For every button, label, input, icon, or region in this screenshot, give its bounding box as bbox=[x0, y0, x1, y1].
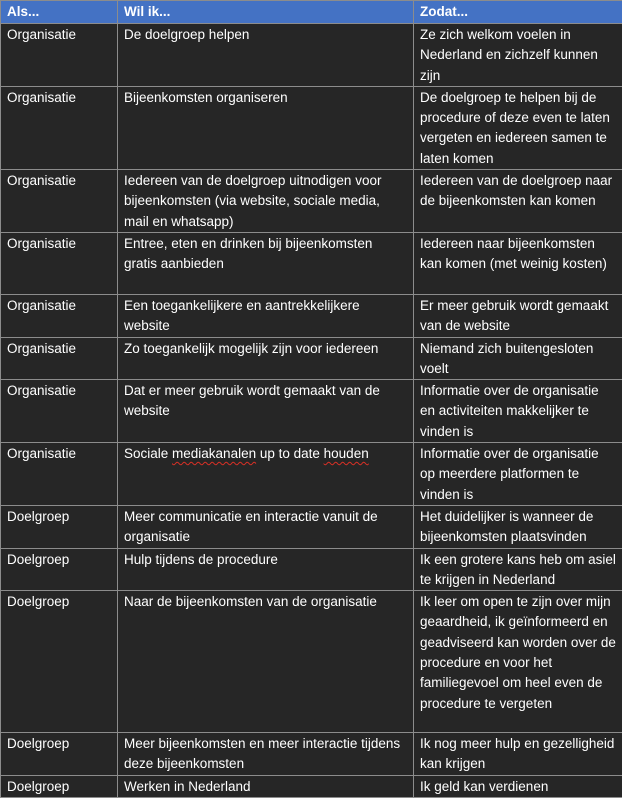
cell-wil-ik: Werken in Nederland bbox=[118, 775, 414, 797]
cell-wil-ik: Meer communicatie en interactie vanuit de organisatie bbox=[118, 505, 414, 548]
cell-als: Doelgroep bbox=[1, 733, 118, 776]
cell-zodat: Ik leer om open te zijn over mijn geaardheid, ik geïnformeerd en geadviseerd kan worden over de procedure en voor het familiegevoel om heel even de procedure te vergeten bbox=[414, 591, 622, 733]
cell-wil-ik: Naar de bijeenkomsten van de organisatie bbox=[118, 591, 414, 733]
table-row bbox=[1, 733, 622, 776]
cell-zodat: Ik nog meer hulp en gezelligheid kan krijgen bbox=[414, 733, 622, 776]
cell-wil-ik bbox=[118, 443, 414, 506]
cell-zodat: Iedereen naar bijeenkomsten kan komen (met weinig kosten) bbox=[414, 232, 622, 294]
cell-als: Organisatie bbox=[1, 24, 118, 87]
column-header-wil-ik: Wil ik... bbox=[118, 1, 414, 24]
table-row bbox=[1, 548, 622, 591]
cell-zodat: Ze zich welkom voelen in Nederland en zichzelf kunnen zijn bbox=[414, 24, 622, 87]
cell-wil-ik: Een toegankelijkere en aantrekkelijkere website bbox=[118, 294, 414, 337]
cell-als: Doelgroep bbox=[1, 775, 118, 797]
table-row bbox=[1, 380, 622, 443]
cell-zodat: Het duidelijker is wanneer de bijeenkomsten plaatsvinden bbox=[414, 505, 622, 548]
cell-wil-ik: Meer bijeenkomsten en meer interactie tijdens deze bijeenkomsten bbox=[118, 733, 414, 776]
table-row bbox=[1, 443, 622, 506]
table-row bbox=[1, 591, 622, 733]
cell-zodat: Informatie over de organisatie op meerdere platformen te vinden is bbox=[414, 443, 622, 506]
cell-zodat: Er meer gebruik wordt gemaakt van de website bbox=[414, 294, 622, 337]
spellcheck-marked-word[interactable]: houden bbox=[324, 446, 369, 461]
cell-zodat: De doelgroep te helpen bij de procedure of deze even te laten vergeten en iedereen samen te laten komen bbox=[414, 86, 622, 169]
table-row bbox=[1, 232, 622, 294]
cell-als: Organisatie bbox=[1, 380, 118, 443]
cell-als: Organisatie bbox=[1, 86, 118, 169]
cell-wil-ik: Iedereen van de doelgroep uitnodigen voor bijeenkomsten (via website, sociale media, mail en whatsapp) bbox=[118, 170, 414, 233]
cell-wil-ik: De doelgroep helpen bbox=[118, 24, 414, 87]
cell-wil-ik: Entree, eten en drinken bij bijeenkomsten gratis aanbieden bbox=[118, 232, 414, 294]
cell-zodat: Ik een grotere kans heb om asiel te krijgen in Nederland bbox=[414, 548, 622, 591]
cell-wil-ik: Zo toegankelijk mogelijk zijn voor iedereen bbox=[118, 337, 414, 380]
cell-als: Doelgroep bbox=[1, 548, 118, 591]
cell-als: Doelgroep bbox=[1, 505, 118, 548]
cell-zodat: Ik geld kan verdienen bbox=[414, 775, 622, 797]
table-row bbox=[1, 170, 622, 233]
cell-als: Organisatie bbox=[1, 443, 118, 506]
cell-als: Organisatie bbox=[1, 232, 118, 294]
table-row bbox=[1, 775, 622, 797]
cell-wil-ik: Hulp tijdens de procedure bbox=[118, 548, 414, 591]
cell-als: Organisatie bbox=[1, 170, 118, 233]
cell-wil-ik: Bijeenkomsten organiseren bbox=[118, 86, 414, 169]
table-row bbox=[1, 294, 622, 337]
cell-zodat: Iedereen van de doelgroep naar de bijeenkomsten kan komen bbox=[414, 170, 622, 233]
column-header-als: Als... bbox=[1, 1, 118, 24]
table-row bbox=[1, 337, 622, 380]
cell-text: Sociale bbox=[124, 446, 172, 461]
table-row bbox=[1, 86, 622, 169]
cell-als: Organisatie bbox=[1, 337, 118, 380]
cell-als: Organisatie bbox=[1, 294, 118, 337]
cell-wil-ik: Dat er meer gebruik wordt gemaakt van de website bbox=[118, 380, 414, 443]
table-row bbox=[1, 24, 622, 87]
cell-text: up to date bbox=[256, 446, 324, 461]
cell-zodat: Niemand zich buitengesloten voelt bbox=[414, 337, 622, 380]
column-header-zodat: Zodat... bbox=[414, 1, 622, 24]
cell-zodat: Informatie over de organisatie en activiteiten makkelijker te vinden is bbox=[414, 380, 622, 443]
cell-als: Doelgroep bbox=[1, 591, 118, 733]
table-row bbox=[1, 505, 622, 548]
table-header-row bbox=[1, 1, 622, 24]
spellcheck-marked-word[interactable]: mediakanalen bbox=[172, 446, 256, 461]
